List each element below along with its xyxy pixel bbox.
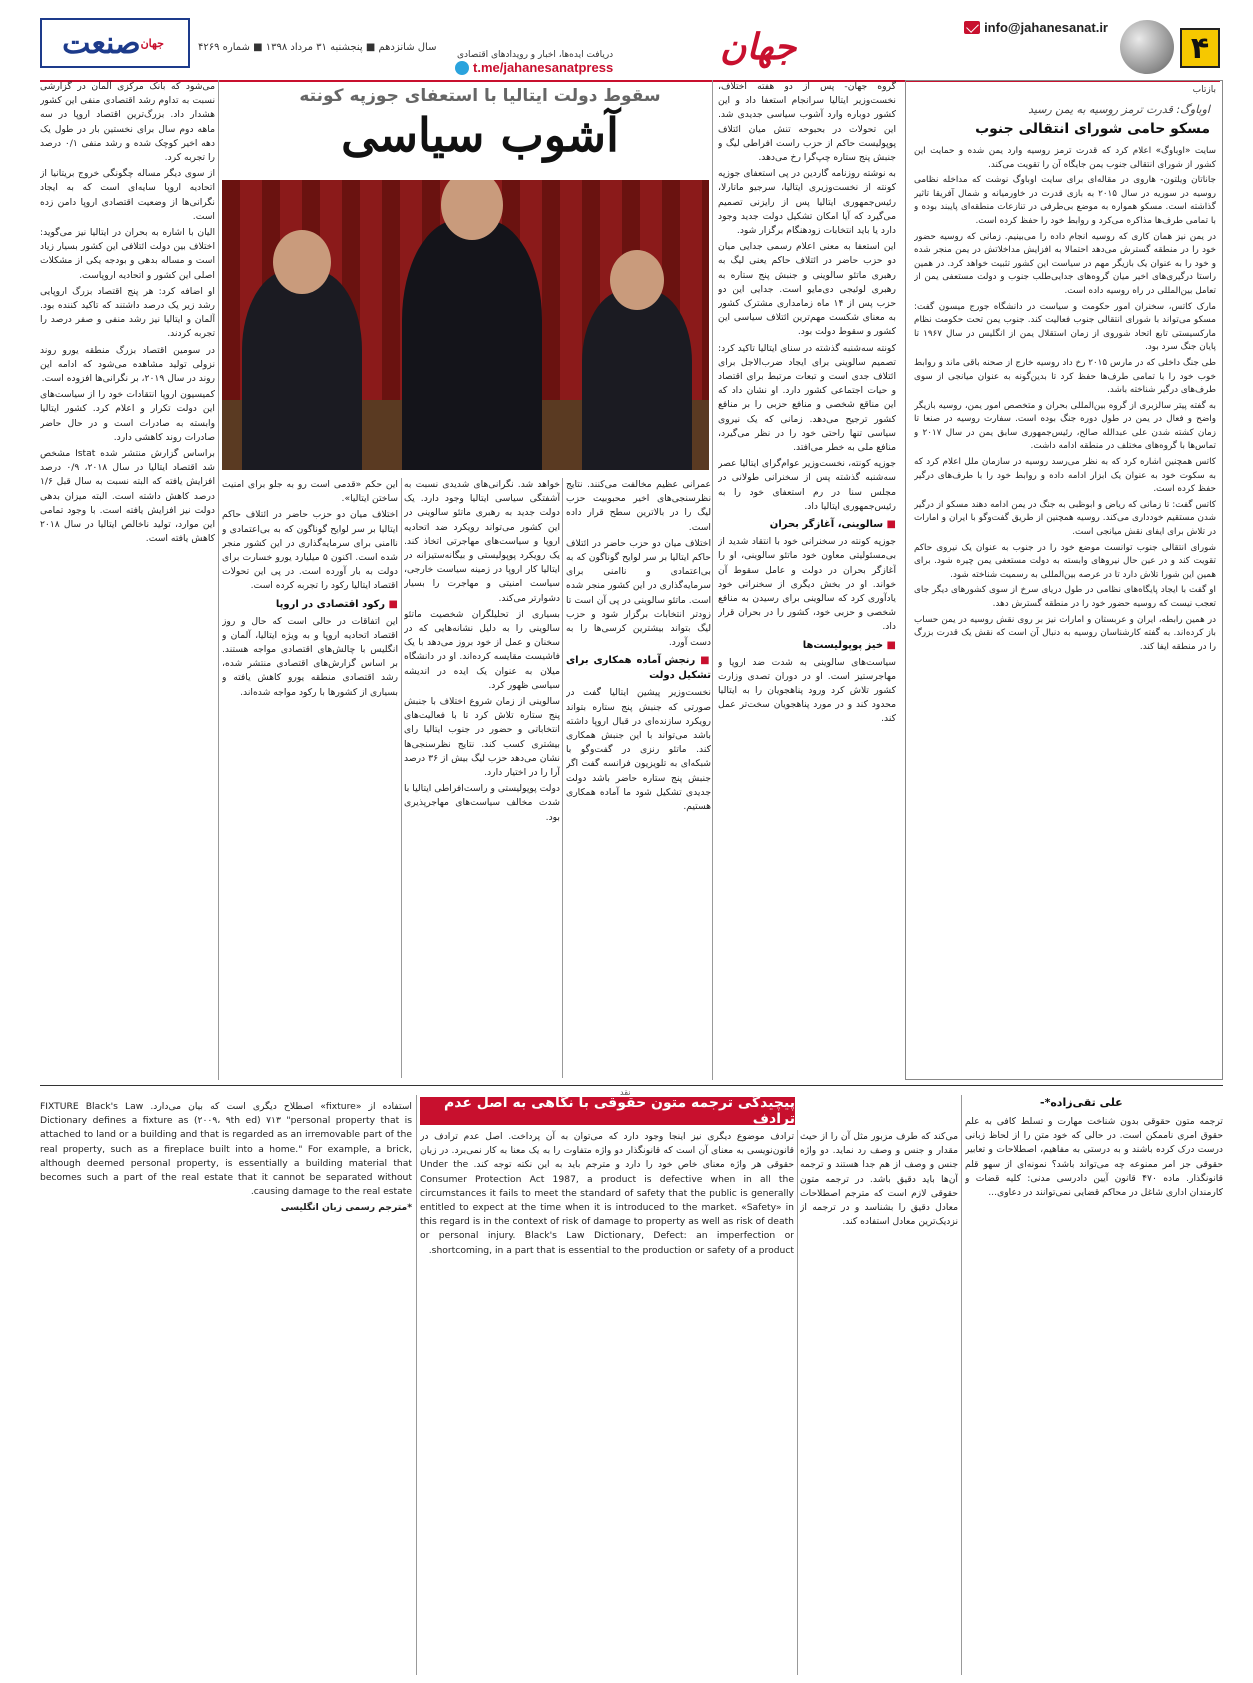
author-note: *مترجم رسمی زبان انگلیسی xyxy=(280,1202,412,1214)
sidebar-title: مسکو حامی شورای انتقالی جنوب xyxy=(975,121,1210,137)
telegram-icon xyxy=(455,61,469,75)
telegram-promo[interactable] xyxy=(455,50,613,75)
paragraph: به نوشته روزنامه گاردین در پی استعفای جوزپه کونته از نخست‌وزیری ایتالیا، سرجیو ماتارلا، رئیس‌جمهوری ایتالیا پس از رایزنی تصمیم می‌گیرد که آیا امکان تشکیل دولت جدید وجود دارد یا باید انتخابات زودهنگام برگزار شود. xyxy=(718,168,896,237)
section-title: جهان xyxy=(720,26,797,68)
article2-column-1 xyxy=(965,1115,1223,1675)
sidebar-paragraph: سایت «اوباوگ» اعلام کرد که قدرت ترمز روسیه وارد یمن شده و حمایت این کشور از شورای انتقالی جنوب یمن جایگاه آن را تقویت می‌کند. xyxy=(914,146,1216,170)
paragraph: ترادف موضوع دیگری نیز اینجا وجود دارد که می‌توان به آن پرداخت. اصل عدم ترادف در قانون‌نویسی به معنای آن است که قانونگذار دو واژه متفاوت را به یک معنا به کار نمی‌برد. در زبان حقوقی هر واژه معنای خاص خود را دارد و مترجم باید به این نکته توجه کند. Under the Consumer Protection Act 1987, a product is defective when in all the circumstances it fails to meet the standard of safety that the public is generally entitled to expect at the time when it is introduced to the market. «Safety» in this regard is in the context of risk of damage to property as well as risk of death or personal injury. Black's Law Dictionary, Defect: an imperfection or shortcoming, in a part that is essential to the production or safety of a product. xyxy=(420,1131,794,1256)
paragraph: می‌شود که بانک مرکزی آلمان در گزارشی نسبت به تداوم رشد اقتصادی منفی این کشور هشدار داد. بزرگ‌ترین اقتصاد اروپا در سه ماهه دوم سال برای نخستین بار در طول یک دهه اخیر کوچک شده و رشد منفی ۰/۱ درصد را تجربه کرد. xyxy=(40,81,215,164)
logo-sub: جهان xyxy=(140,36,164,50)
photo-person-left xyxy=(242,270,362,470)
sidebar-tag: بازتاب xyxy=(1192,85,1216,95)
logo-text: صنعت xyxy=(62,25,141,61)
column-divider xyxy=(562,478,563,1078)
column-divider xyxy=(712,80,713,1080)
paragraph: الیان با اشاره به بحران در ایتالیا نیز می‌گوید: اختلاف بین دولت ائتلافی این کشور بسیار زیاد است و مساله بدهی و بودجه یکی از مشکلات اصلی این کشور و اتحادیه اروپاست. xyxy=(40,227,215,281)
paragraph: نخست‌وزیر پیشین ایتالیا گفت در صورتی که جنبش پنج ستاره بتواند رویکرد سازنده‌ای در قبال اروپا داشته باشد می‌تواند با این جنبش همکاری کند. ماتئو رنزی در گفت‌وگو با شبکه‌ای به تلویزیون فرانسه گفت اگر جنبش پنج ستاره حاضر باشد دولت جدیدی تشکیل شود ما آماده همکاری هستیم. xyxy=(566,687,711,813)
paragraph: جوزپه کونته در سخنرانی خود با انتقاد شدید از بی‌مسئولیتی معاون خود ماتئو سالوینی، او را آغازگر بحران در دولت و عامل سقوط آن خواند. او در بخش دیگری از سخنرانی خود یادآوری کرد که سالوینی برای رسیدن به منافع شخصی و حزبی خود، کشور را در بحران قرار داد. xyxy=(718,536,896,633)
article2-column-4 xyxy=(40,1100,412,1660)
page-number: ۴ xyxy=(1180,28,1220,68)
main-headline: آشوب سیاسی xyxy=(341,108,619,162)
paragraph: دولت پوپولیستی و راست‌افراطی ایتالیا با شدت مخالف سیاست‌های مهاجرپذیری بود. xyxy=(404,783,560,823)
column-divider xyxy=(961,1095,962,1675)
article2-column-2 xyxy=(800,1130,958,1675)
issue-info: سال شانزدهم ■ پنجشنبه ۳۱ مرداد ۱۳۹۸ ■ شماره ۴۲۶۹ xyxy=(198,42,437,53)
column-divider xyxy=(401,478,402,1078)
main-column-5 xyxy=(40,80,215,1080)
sidebar-paragraph: جاناتان ویلتون- هاروی در مقاله‌ای برای سایت اوباوگ نوشت که مداخله نظامی روسیه در سوریه در سال ۲۰۱۵ به بازی قدرت در خاورمیانه و شمال آفریقا تاثیر گذاشته است. مسکو همواره به موضع بی‌طرفی در تنازعات منطقه‌ای پایبند بوده و با تمامی طرف‌ها مذاکره می‌کرد و روابط خود را حفظ کرده است. xyxy=(914,175,1216,226)
sidebar-paragraph: شورای انتقالی جنوب توانست موضع خود را در جنوب به عنوان یک نیروی حاکم تقویت کند و در عین حال نیروهای وابسته به دولت مستعفی یمن چیره شود. برای همین این شورا تلاش دارد تا در عرصه بین‌المللی به رسمیت شناخته شود. xyxy=(914,542,1216,580)
email-address[interactable]: info@jahanesanat.ir xyxy=(984,20,1108,35)
paragraph: عمرانی عظیم مخالفت می‌کنند. نتایج نظرسنجی‌های اخیر محبوبیت حزب لیگ را در بالاترین سطح قرار داده است. xyxy=(566,479,711,533)
telegram-caption: دریافت ایده‌ها، اخبار و رویدادهای اقتصادی xyxy=(457,50,614,60)
paragraph: گروه جهان- پس از دو هفته اختلاف، نخست‌وزیر ایتالیا سرانجام استعفا داد و این کشور دوباره وارد آشوب سیاسی جدیدی شد. این تحولات در بحبوحه تنش میان ائتلاف پوپولیست حاکم از حزب راست افراطی لیگ و جنبش پنج ستاره چپ‌گرا رخ می‌دهد. xyxy=(718,81,896,164)
sidebar-paragraph: او گفت با ایجاد پایگاه‌های نظامی در طول دریای سرخ از سوی کشورهای دیگر جای تعجب نیست که روسیه حضور خود را در منطقه گسترش دهد. xyxy=(914,585,1216,609)
email-contact[interactable] xyxy=(964,20,1108,35)
sidebar-paragraph: کاتس همچنین اشاره کرد که به نظر می‌رسد روسیه در سازمان ملل اعلام کرد که به سکوت خود به عنوان یک ابزار ادامه داده و روابط خود را با طرف‌های درگیر حفظ کرده است. xyxy=(914,457,1216,495)
photo-person-center xyxy=(402,220,542,470)
column-divider xyxy=(218,80,219,1080)
telegram-link[interactable]: t.me/jahanesanatpress xyxy=(473,60,614,75)
article2-column-3 xyxy=(420,1130,794,1675)
paragraph: این حکم «قدمی است رو به جلو برای امنیت ساختن ایتالیا». xyxy=(222,479,398,505)
masthead xyxy=(40,14,1220,82)
paragraph: اختلاف میان دو حزب حاضر در ائتلاف حاکم ایتالیا بر سر لوایح گوناگون که به بی‌اعتمادی و ناامنی برای سرمایه‌گذاری در این کشور منجر شده است. اکنون ۵ میلیارد یورو خسارت برای دولت به بار آورده است. در پی این تحولات اقتصاد ایتالیا رکود را تجربه کرده است. xyxy=(222,509,398,592)
paragraph: این اتفاقات در حالی است که حال و روز اقتصاد اتحادیه اروپا و به ویژه ایتالیا، آلمان و انگلیس با چالش‌های اقتصادی مواجه هستند. بر اساس گزارش‌های اقتصادی منتشر شده، رشد اقتصادی منطقه یورو کاهش یافته و بسیاری از کشورها با رکود مواجه شده‌اند. xyxy=(222,615,398,698)
photo-person-right xyxy=(582,290,692,470)
subhead: ■ رکود اقتصادی در اروپا xyxy=(222,597,398,612)
subhead: ■ خیز پوپولیست‌ها xyxy=(718,638,896,653)
paragraph: سالوینی از زمان شروع اختلاف با جنبش پنج ستاره تلاش کرد تا با فعالیت‌های انتخاباتی و حضور در جنوب ایتالیا رای بیشتری کسب کند. نتایج نظرسنجی‌ها نشان می‌دهد حزب لیگ بیش از ۳۶ درصد آرا را در اختیار دارد. xyxy=(404,696,560,779)
sidebar-body xyxy=(914,145,1216,1075)
paragraph: کونته سه‌شنبه گذشته در سنای ایتالیا تاکید کرد: تصمیم سالوینی برای ایجاد ضرب‌الاجل برای ائتلاف جدی است و تبعات مرتبط برای اقتصاد و حیات اجتماعی کشور دارد. او نشان داد که این مناقع شخصی و منافع حزبی را بر منافع کشور ترجیح می‌دهد. زمانی که یک نیروی سیاسی تنها راحتی خود را در نظر می‌گیرد، منافع ملی به خطر می‌افتد. xyxy=(718,342,896,454)
sidebar-paragraph: کاتس گفت: تا زمانی که ریاض و ابوظبی به جنگ در یمن ادامه دهند مسکو از درگیر شدن مستقیم خودداری می‌کند. روسیه همچنین از طریق گفت‌وگو با ایران و امارات در تلاش برای ایفای نقش میانجی است. xyxy=(914,499,1216,538)
sidebar-article xyxy=(905,80,1223,1080)
paragraph: استفاده از «fixture» اصطلاح دیگری است که بیان می‌دارد. FIXTURE Black's Law Dictionary defines a fixture as (۲۰۰۹، ۹th ed) ۷۱۳ "personal property that is attached to land or a building and that is regarded as an irremovable part of the real property, such as a fireplace built into a home." For example, a brick, although deemed personal property, is essentially a building material that becomes such a part of the real estate that it cannot be separated without causing damage to the real estate. xyxy=(40,1101,412,1198)
paragraph: جوزپه کونته، نخست‌وزیر عوام‌گرای ایتالیا عصر سه‌شنبه گذشته پس از سخنرانی طولانی در مجلس سنا در رم استعفای خود را به رئیس‌جمهوری ایتالیا داد. xyxy=(718,458,896,512)
paragraph: ترجمه متون حقوقی بدون شناخت مهارت و تسلط کافی به علم حقوق امری ناممکن است. در حالی که خود متن را از لحاظ زبانی درست درک کرده باشند و به درستی به مفاهیم، اصطلاحات و تعابیر حقوقی جز امر ممنوعه چه می‌تواند باشد؟ نمونه‌ای از سهو قلم قانونگذار. ماده ۴۷۰ قانون آیین دادرسی مدنی: کلیه قضات و کارمندان اداری شاغل در محاکم قضایی نمی‌توانند در دعاوی... xyxy=(965,1116,1223,1199)
paragraph: اختلاف میان دو حزب حاضر در ائتلاف حاکم ایتالیا بر سر لوایح گوناگون که به بی‌اعتمادی و ناامنی برای سرمایه‌گذاری در این کشور منجر شده است. ماتئو سالوینی در پی آن است تا زودتر انتخابات برگزار شود و حزب لیگ بتواند بیشترین کرسی‌ها را به دست آورد. xyxy=(566,537,711,649)
article2-banner: پیچیدگی ترجمه متون حقوقی با نگاهی به اصل عدم ترادف xyxy=(420,1097,795,1125)
subhead: ■ رنجش آماده همکاری برای تشکیل دولت xyxy=(566,653,711,683)
section-divider xyxy=(40,1085,1223,1086)
sidebar-paragraph: مارک کاتس، سخنران امور حکومت و سیاست در دانشگاه جورج میسون گفت: مسکو می‌تواند با شورای انتقالی جنوب فعالیت کند. جنوب یمن تحت حکومت نظام مارکسیستی تابع اتحاد شوروی از زمان استقلال یمن از انگلیس در سال ۱۹۶۷ تا پایان جنگ سرد بود. xyxy=(914,301,1216,353)
paragraph: سیاست‌های سالوینی به شدت ضد اروپا و مهاجرستیز است. او در دوران تصدی وزارت کشور تلاش کرد ورود پناهجویان را به ایتالیا محدود کند و در مورد پناهجویان سخت‌تر عمل کند. xyxy=(718,656,896,725)
newspaper-logo xyxy=(40,18,190,68)
sidebar-paragraph: به گفته پیتر سالزبری از گروه بین‌المللی بحران و متخصص امور یمن، روسیه بازیگر واضح و فعال در یمن در طول دوره جنگ بوده است. سفارت روسیه در صنعا تا زمان کشته شدن علی عبدالله صالح، رئیس‌جمهوری سابق یمن در سال ۲۰۱۷ و تماس‌ها با گروه‌های مختلف در منطقه ادامه داشت. xyxy=(914,400,1216,452)
paragraph: او اضافه کرد: هر پنج اقتصاد بزرگ اروپایی رشد زیر یک درصد داشتند که تاکید کننده بود. آلمان و ایتالیا نیز رشد منفی و صفر درصد را تجربه کردند. xyxy=(40,285,215,340)
column-divider xyxy=(797,1130,798,1675)
sidebar-paragraph: در یمن نیز همان کاری که روسیه انجام داده را می‌بینیم. زمانی که روسیه حضور خود را در منطقه گسترش می‌دهد احتمالا به افزایش مداخلاتش در یمن منجر شده و خود را به عنوان یک بازیگر مهم در سیاست این کشور تثبیت خواهد کرد. در همین راستا درگیری‌های اخیر میان گروه‌های جدایی‌طلب جنوب و دولت مستعفی یمن از تعامل بین‌المللی در راه روسیه داده است. xyxy=(914,231,1216,296)
sidebar-kicker: اوباوگ: قدرت ترمز روسیه به یمن رسید xyxy=(1028,103,1210,116)
globe-icon xyxy=(1120,20,1174,74)
main-column-1 xyxy=(718,80,896,1080)
email-icon xyxy=(964,21,980,34)
article2-author: علی تقی‌زاده*- xyxy=(1040,1096,1123,1109)
paragraph: خواهد شد. نگرانی‌های شدیدی نسبت به آشفتگی سیاسی ایتالیا وجود دارد. یک دولت جدید به رهبری ماتئو سالوینی در این کشور می‌تواند رویکرد ضد اتحادیه اروپا و سیاست‌های مهاجرتی اتخاذ کند. یک رویکرد پوپولیستی و بیگانه‌ستیزانه در ایتالیا کار اروپا در زمینه سیاست خارجی، سیاست امنیتی و مهاجرت را بسیار دشوارتر می‌کند. xyxy=(404,479,560,604)
main-column-2 xyxy=(566,478,711,1078)
sidebar-paragraph: در همین رابطه، ایران و عربستان و امارات نیز بر روی نقش روسیه در یمن حساب باز کرده‌اند. به گفته کارشناسان روسیه به دنبال آن است که نقش یک قدرت بزرگ را در منطقه ایفا کند. xyxy=(914,614,1216,652)
column-divider xyxy=(416,1095,417,1675)
paragraph: در سومین اقتصاد بزرگ منطقه یورو روند نزولی تولید مشاهده می‌شود که ادامه این روند در سال ۲۰۱۹، بر نگرانی‌ها افزوده است. xyxy=(40,344,215,385)
page-mark: نقد xyxy=(620,1088,631,1097)
subhead: ■ سالوینی، آغازگر بحران xyxy=(718,517,896,532)
sidebar-paragraph: طی جنگ داخلی که در مارس ۲۰۱۵ رخ داد روسیه خارج از صحنه باقی ماند و روابط خوب خود را با تمامی طرف‌ها حفظ کرد تا بدین‌گونه به عنوان میانجی از سوی طرف‌های درگیر شناخته باشد. xyxy=(914,357,1216,396)
paragraph: کمیسیون اروپا انتقادات خود را از سیاست‌های این دولت تکرار و اعلام کرد. کشور ایتالیا وابسته به صادرات است و در حال حاضر صادرات روند کاهشی دارد. xyxy=(40,389,215,443)
paragraph: می‌کند که طرف مزبور مثل آن را از حیث مقدار و جنس و وصف رد نماید. دو واژه جنس و وصف از هم جدا هستند و ترجمه آن‌ها باید دقیق باشد. در ترجمه متون حقوقی لازم است که مترجم اصطلاحات معادل دقیق را بشناسد و در ترجمه از نزدیک‌ترین معادل استفاده کند. xyxy=(800,1131,958,1228)
paragraph: این استعفا به معنی اعلام رسمی جدایی میان دو حزب حاضر در ائتلاف حاکم یعنی لیگ به رهبری ماتئو سالوینی و جنبش پنج ستاره به رهبری لوئیجی دی‌مایو است. جدایی این دو حزب پس از ۱۴ ماه زمامداری مشترک کشور به معنای شکست مهم‌ترین ائتلاف سیاسی این کشور و سقوط دولت بود. xyxy=(718,241,896,338)
main-column-4 xyxy=(222,478,398,1078)
main-column-3 xyxy=(404,478,560,1078)
paragraph: بسیاری از تحلیلگران شخصیت ماتئو سالوینی را به دلیل نشانه‌هایی که در سخنان و عمل از خود بروز می‌دهد با یک فاشیست مقایسه کرده‌اند. او در دانشگاه میلان به عنوان یک ایده در اندیشه سیاسی ظهور کرد. xyxy=(404,608,560,691)
article-photo xyxy=(222,180,709,470)
paragraph: از سوی دیگر مساله چگونگی خروج بریتانیا از اتحادیه اروپا سایه‌ای است که به ایجاد نگرانی‌ها از وضعیت اقتصادی اروپا دامن زده است. xyxy=(40,168,215,222)
main-kicker: سقوط دولت ایتالیا با استعفای جوزپه کونته xyxy=(299,86,661,106)
paragraph: براساس گزارش منتشر شده Istat مشخص شد اقتصاد ایتالیا در سال ۲۰۱۸، ۰/۹ درصد افزایش یافته که البته نسبت به سال قبل ۱/۶ درصد کاهش داشته است. البته میزان بدهی دولت نیز افزایش یافته است. با وجود تمامی این موارد، تولید ناخالص ایتالیا در سال ۲۰۱۸ کاهش یافته است. xyxy=(40,448,215,545)
